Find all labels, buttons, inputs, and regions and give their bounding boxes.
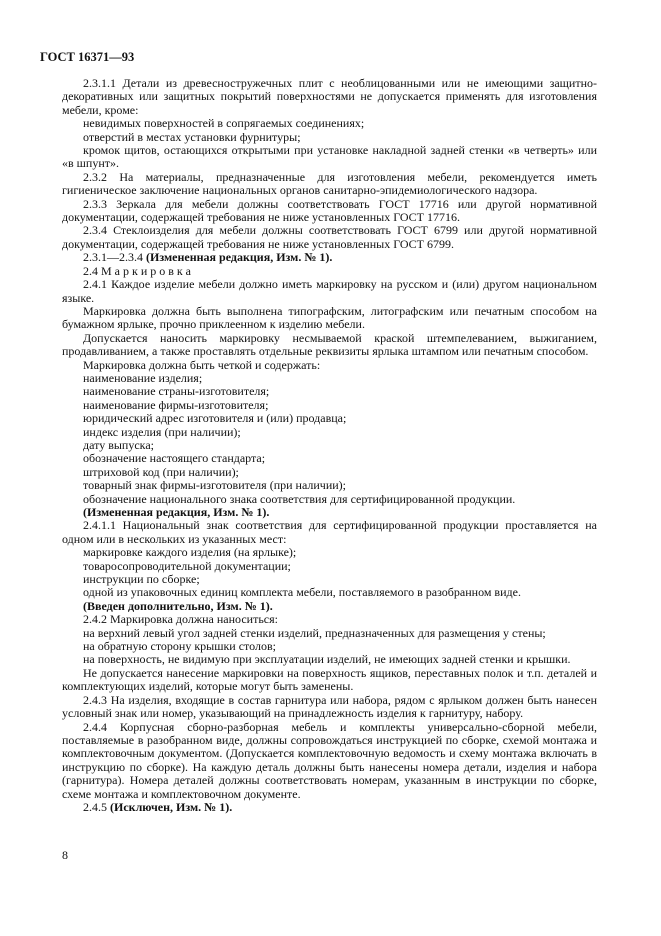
paragraph-text: 2.4.1 Каждое изделие мебели должно иметь маркировку на русском и (или) другом национальном языке. — [62, 277, 597, 305]
paragraph-text: инструкции по сборке; — [83, 572, 200, 587]
paragraph-text: 2.4.3 На изделия, входящие в состав гарнитура или набора, рядом с ярлыком должен быть нанесен условный знак или номер, указывающий на принадлежность изделия к гарнитуру, набору. — [62, 692, 597, 721]
amendment-note: (Измененная редакция, Изм. № 1). — [146, 250, 333, 265]
paragraph — [62, 77, 597, 117]
paragraph-text: товарный знак фирмы-изготовителя (при наличии); — [83, 478, 347, 493]
paragraph-text: юридический адрес изготовителя и (или) продавца; — [83, 411, 347, 426]
paragraph-text: маркировке каждого изделия (на ярлыке); — [83, 545, 297, 560]
list-item — [62, 546, 597, 559]
paragraph — [62, 519, 597, 546]
paragraph-text: 2.4.1.1 Национальный знак соответствия для сертифицированной продукции проставляется на одном или в нескольких из указанных мест: — [62, 518, 597, 546]
paragraph-text: обозначение национального знака соответствия для сертифицированной продукции. — [83, 491, 516, 506]
paragraph-text: Допускается наносить маркировку несмываемой краской штемпелеванием, выжиганием, продавливанием, а также проставлять отдельные реквизиты ярлыка штампом или печатным способом. — [62, 330, 597, 359]
paragraph-text: на поверхность, не видимую при эксплуатации изделий, не имеющих задней стенки и крышки. — [83, 652, 571, 667]
paragraph-text: на обратную сторону крышки столов; — [83, 639, 276, 654]
paragraph-text: товаросопроводительной документации; — [83, 558, 291, 573]
list-item — [62, 560, 597, 573]
list-item — [62, 359, 597, 372]
paragraph-text: Маркировка должна быть четкой и содержать: — [83, 357, 321, 372]
list-item — [62, 640, 597, 653]
paragraph-text: кромок щитов, остающихся открытыми при установке накладной задней стенки «в четверть» или «в шпунт». — [62, 143, 597, 171]
list-item — [62, 117, 597, 130]
paragraph-text: 2.3.4 Стеклоизделия для мебели должны соответствовать ГОСТ 6799 или другой нормативной документации, содержащей требования не ниже установленных ГОСТ 6799. — [62, 223, 597, 251]
list-item — [62, 372, 597, 385]
list-item — [62, 801, 597, 814]
paragraph-text: одной из упаковочных единиц комплекта мебели, поставляемого в разобранном виде. — [83, 585, 521, 600]
paragraph-text: индекс изделия (при наличии); — [83, 424, 241, 439]
paragraph-text: 2.4.4 Корпусная сборно-разборная мебель и комплекты универсально-сборной мебели, поставляемые в разобранном виде, должны сопровождаться инструкцией по сборке, схемой монтажа и комплектовочным документом. (Допускается комплектовочную ведомость и схему монтажа включать в инструкцию по сборке). На каждую деталь должны быть нанесены номера детали, изделия и набора (гарнитура). Номера деталей должны соответствовать номерам, указанным в инструкции по сборке, схеме монтажа и комплектовочном документе. — [62, 719, 597, 801]
list-item — [62, 426, 597, 439]
paragraph-text: 2.3.1—2.3.4 — [83, 250, 146, 265]
paragraph — [62, 305, 597, 332]
paragraph-text: наименование фирмы-изготовителя; — [83, 397, 269, 412]
paragraph — [62, 224, 597, 251]
paragraph-text: Не допускается нанесение маркировки на поверхность ящиков, переставных полок и т.п. деталей и комплектующих изделий, которые могут быть заменены. — [62, 665, 597, 694]
paragraph-text: 2.4.2 Маркировка должна наноситься: — [83, 612, 278, 627]
list-item — [62, 131, 597, 144]
paragraph-text: на верхний левый угол задней стенки изделий, предназначенных для размещения у стены; — [83, 625, 546, 640]
paragraph — [62, 721, 597, 801]
paragraph-text: 2.3.2 На материалы, предназначенные для изготовления мебели, рекомендуется иметь гигиеническое заключение национальных органов санитарно-эпидемиологического надзора. — [62, 169, 597, 198]
paragraph — [62, 694, 597, 721]
paragraph-text: 2.4.5 — [83, 799, 110, 814]
list-item — [62, 600, 597, 613]
list-item — [62, 466, 597, 479]
list-item — [62, 251, 597, 264]
list-item — [62, 613, 597, 626]
amendment-note: (Исключен, Изм. № 1). — [110, 799, 233, 814]
paragraph — [62, 171, 597, 198]
paragraph-text: дату выпуска; — [83, 437, 154, 452]
list-item — [62, 265, 597, 278]
section-heading: Маркировка — [101, 263, 194, 278]
paragraph-text: 2.4 — [83, 263, 101, 278]
document-body — [62, 77, 597, 814]
paragraph-text: штриховой код (при наличии); — [83, 464, 239, 479]
list-item — [62, 627, 597, 640]
paragraph-text: отверстий в местах установки фурнитуры; — [83, 129, 301, 144]
list-item — [62, 479, 597, 492]
list-item — [62, 653, 597, 666]
paragraph — [62, 332, 597, 359]
list-item — [62, 385, 597, 398]
amendment-note: (Измененная редакция, Изм. № 1). — [83, 505, 270, 519]
page-number: 8 — [62, 848, 68, 862]
amendment-note: (Введен дополнительно, Изм. № 1). — [83, 598, 273, 613]
paragraph — [62, 144, 597, 171]
list-item — [62, 506, 597, 519]
paragraph-text: невидимых поверхностей в сопрягаемых соединениях; — [83, 116, 365, 131]
list-item — [62, 493, 597, 506]
list-item — [62, 439, 597, 452]
paragraph-text: Маркировка должна быть выполнена типографским, литографским или печатным способом на бумажном ярлыке, прочно приклеенном к изделию мебели. — [62, 303, 597, 332]
paragraph-text: обозначение настоящего стандарта; — [83, 451, 266, 466]
paragraph-text: наименование изделия; — [83, 370, 203, 385]
document-header: ГОСТ 16371—93 — [40, 50, 135, 64]
paragraph — [62, 667, 597, 694]
list-item — [62, 586, 597, 599]
list-item — [62, 452, 597, 465]
list-item — [62, 412, 597, 425]
list-item — [62, 573, 597, 586]
paragraph — [62, 198, 597, 225]
paragraph-text: 2.3.1.1 Детали из древесностружечных плит с необлицованными или не имеющими защитно-декоративных или защитных покрытий поверхностями не допускается применять для изготовления мебели, кроме: — [62, 76, 597, 117]
paragraph-text: 2.3.3 Зеркала для мебели должны соответствовать ГОСТ 17716 или другой нормативной документации, содержащей требования не ниже установленных ГОСТ 17716. — [62, 196, 597, 225]
paragraph — [62, 278, 597, 305]
paragraph-text: наименование страны-изготовителя; — [83, 384, 270, 399]
list-item — [62, 399, 597, 412]
